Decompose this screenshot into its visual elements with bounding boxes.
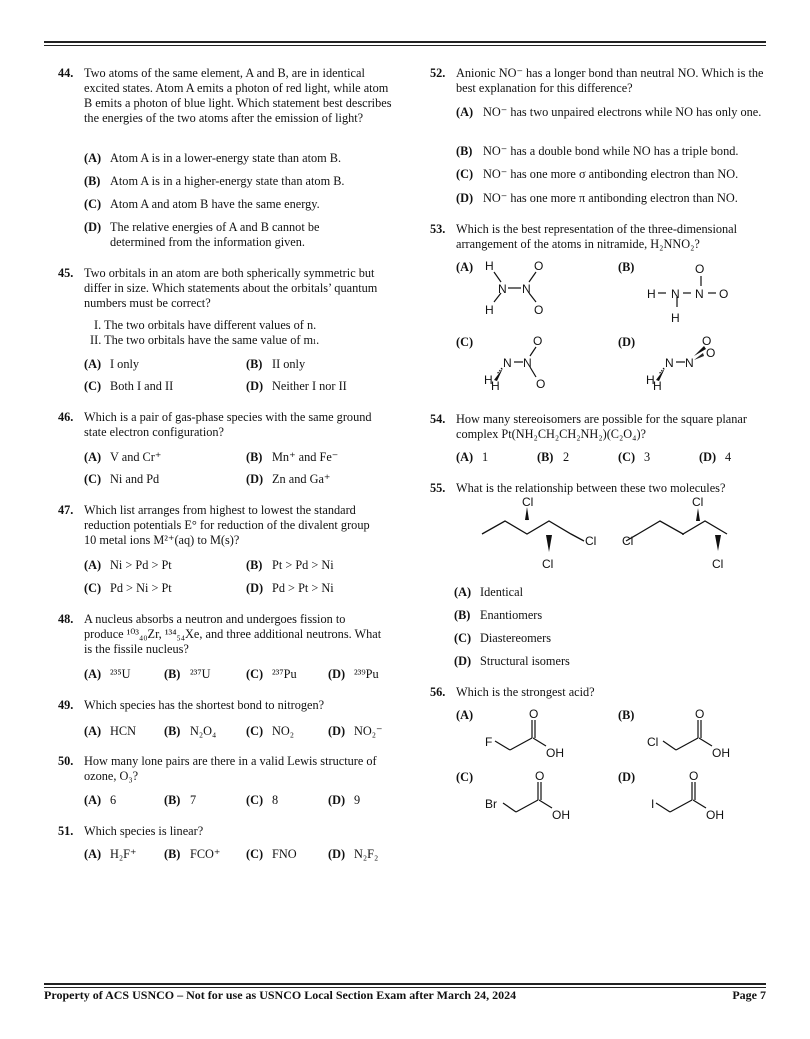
atom-h: H [491, 379, 500, 393]
chlorine-label: Cl [542, 557, 554, 571]
option-49d[interactable]: (D) NO₂⁻ [328, 724, 383, 738]
option-50c[interactable]: (C) 8 [246, 793, 279, 807]
option-56d-label[interactable]: (D) [618, 770, 636, 784]
option-46d[interactable]: (D) Zn and Ga⁺ [246, 472, 331, 486]
atom-o: O [706, 346, 716, 360]
question-number: 55. [430, 481, 446, 495]
option-51c[interactable]: (C) FNO [246, 847, 297, 861]
atom-o: O [533, 334, 543, 348]
question-text: Which is the best representation of the three-dimensional arrangement of the atoms in nitramide, H₂NNO₂? [456, 222, 738, 251]
chlorine-label: Cl [712, 557, 724, 571]
option-46c[interactable]: (C) Ni and Pd [84, 472, 160, 486]
option-44b[interactable]: (B) Atom A is in a higher-energy state than atom B. [84, 174, 345, 188]
atom-n: N [498, 282, 507, 296]
option-53c-label[interactable]: (C) [456, 335, 474, 349]
option-50d[interactable]: (D) 9 [328, 793, 361, 807]
bottom-rule [44, 983, 766, 985]
option-52c[interactable]: (C) NO⁻ has one more σ antibonding electron than NO. [456, 167, 739, 181]
question-number: 56. [430, 685, 446, 699]
structure-53d[interactable] [632, 332, 742, 394]
question-text: Which is the strongest acid? [456, 685, 595, 699]
question-number: 50. [58, 754, 74, 768]
question-number: 46. [58, 410, 74, 424]
option-47d[interactable]: (D) Pd > Pt > Ni [246, 581, 334, 595]
option-48c[interactable]: (C) ²³⁷Pu [246, 667, 297, 681]
oxygen-label: O [695, 707, 705, 721]
option-44c[interactable]: (C) Atom A and atom B have the same energy. [84, 197, 320, 211]
option-53a-label[interactable]: (A) [456, 260, 474, 274]
option-55c[interactable]: (C) Diastereomers [454, 631, 552, 645]
hydroxyl-label: OH [712, 746, 730, 760]
option-52a[interactable]: (A) NO⁻ has two unpaired electrons while NO has only one. [456, 105, 762, 119]
option-46b[interactable]: (B) Mn⁺ and Fe⁻ [246, 450, 339, 464]
option-50b[interactable]: (B) 7 [164, 793, 197, 807]
top-rule [44, 41, 766, 43]
question-text: Which species is linear? [84, 824, 204, 838]
statement-2: II. The two orbitals have the same value of mₗ. [90, 333, 320, 347]
option-45c[interactable]: (C) Both I and II [84, 379, 174, 393]
atom-n: N [503, 356, 512, 370]
option-44d[interactable]: (D) The relative energies of A and B cannot be determined from the information given. [84, 220, 320, 249]
option-49a[interactable]: (A) HCN [84, 724, 136, 738]
footer [44, 988, 766, 1003]
structure-56b[interactable] [642, 706, 742, 762]
atom-n: N [522, 282, 531, 296]
option-56b-label[interactable]: (B) [618, 708, 635, 722]
structure-53a[interactable] [470, 256, 580, 320]
question-text: How many lone pairs are there in a valid Lewis structure of ozone, O₃? [84, 754, 377, 783]
option-47c[interactable]: (C) Pd > Ni > Pt [84, 581, 172, 595]
atom-h: H [485, 259, 494, 273]
atom-h: H [485, 303, 494, 317]
atom-n: N [523, 356, 532, 370]
structure-56a[interactable] [480, 706, 580, 762]
option-56a-label[interactable]: (A) [456, 708, 474, 722]
option-51a[interactable]: (A) H₂F⁺ [84, 847, 137, 861]
structure-53c[interactable] [470, 332, 580, 394]
chlorine-label: Cl [585, 534, 597, 548]
question-number: 54. [430, 412, 446, 426]
structure-56d[interactable] [648, 768, 748, 824]
atom-o: O [536, 377, 546, 391]
option-54b[interactable]: (B) 2 [537, 450, 570, 464]
atom-h: H [671, 311, 680, 325]
page-number: Page 7 [732, 988, 766, 1002]
option-47b[interactable]: (B) Pt > Pd > Ni [246, 558, 334, 572]
question-text: Which species has the shortest bond to nitrogen? [84, 698, 325, 712]
option-54d[interactable]: (D) 4 [699, 450, 732, 464]
option-45b[interactable]: (B) II only [246, 357, 306, 371]
q55-molecules [478, 494, 768, 578]
option-48b[interactable]: (B) ²³⁷U [164, 667, 211, 681]
option-56c-label[interactable]: (C) [456, 770, 474, 784]
atom-n: N [665, 356, 674, 370]
hydroxyl-label: OH [706, 808, 724, 822]
question-text: A nucleus absorbs a neutron and undergoes fission to produce ¹⁰³₄₀Zr, ¹³⁴₅₄Xe, and three additional neutrons. What is the fissile nucleus? [84, 612, 382, 656]
question-number: 49. [58, 698, 74, 712]
option-55a[interactable]: (A) Identical [454, 585, 524, 599]
question-text: Which is a pair of gas-phase species with the same ground state electron configuration? [84, 410, 372, 439]
top-rule-thin [44, 45, 766, 46]
option-45a[interactable]: (A) I only [84, 357, 140, 371]
question-number: 48. [58, 612, 74, 626]
question-number: 53. [430, 222, 446, 236]
question-text: Two atoms of the same element, A and B, are in identical excited states. Atom A emits a photon of red light, while atom B emits a photon of blue light. Which statement best describes the energies of the two atoms after the emission of light? [84, 66, 392, 125]
option-45d[interactable]: (D) Neither I nor II [246, 379, 347, 393]
option-51d[interactable]: (D) N₂F₂ [328, 847, 379, 861]
question-number: 47. [58, 503, 74, 517]
option-49b[interactable]: (B) N₂O₄ [164, 724, 217, 738]
option-48d[interactable]: (D) ²³⁹Pu [328, 667, 379, 681]
chlorine-label: Cl [522, 495, 534, 509]
atom-n: N [685, 356, 694, 370]
option-48a[interactable]: (A) ²³⁵U [84, 667, 131, 681]
option-50a[interactable]: (A) 6 [84, 793, 117, 807]
chlorine-label: Cl [692, 495, 704, 509]
atom-h: H [646, 373, 655, 387]
halogen-label: F [485, 735, 493, 749]
question-text: Two orbitals in an atom are both spherically symmetric but differ in size. Which statements about the orbitals’ quantum numbers must be correct? [84, 266, 378, 310]
halogen-label: I [651, 797, 655, 811]
atom-o: O [702, 334, 712, 348]
option-53d-label[interactable]: (D) [618, 335, 636, 349]
atom-o: O [534, 303, 544, 317]
option-51b[interactable]: (B) FCO⁺ [164, 847, 221, 861]
atom-o: O [719, 287, 729, 301]
statement-1: I. The two orbitals have different values of n. [94, 318, 317, 332]
hydroxyl-label: OH [546, 746, 564, 760]
question-number: 45. [58, 266, 74, 280]
option-55b[interactable]: (B) Enantiomers [454, 608, 543, 622]
chlorine-label: Cl [622, 534, 634, 548]
question-text: Which list arranges from highest to lowest the standard reduction potentials E° for reduction of the divalent group 10 metal ions M²⁺(aq) to M(s)? [84, 503, 370, 547]
footer-text: Property of ACS USNCO – Not for use as USNCO Local Section Exam after March 24, 2024 [44, 988, 517, 1002]
question-number: 51. [58, 824, 74, 838]
halogen-label: Br [485, 797, 497, 811]
atom-h: H [484, 373, 493, 387]
atom-n: N [671, 287, 680, 301]
option-52b[interactable]: (B) NO⁻ has a double bond while NO has a triple bond. [456, 144, 739, 158]
atom-h: H [653, 379, 662, 393]
question-number: 44. [58, 66, 74, 80]
question-number: 52. [430, 66, 446, 80]
oxygen-label: O [535, 769, 545, 783]
halogen-label: Cl [647, 735, 659, 749]
option-46a[interactable]: (A) V and Cr⁺ [84, 450, 162, 464]
question-text: What is the relationship between these two molecules? [456, 481, 726, 495]
atom-n: N [695, 287, 704, 301]
structure-56c[interactable] [482, 768, 582, 824]
atom-h: H [647, 287, 656, 301]
option-55d[interactable]: (D) Structural isomers [454, 654, 570, 668]
option-49c[interactable]: (C) NO₂ [246, 724, 295, 738]
hydroxyl-label: OH [552, 808, 570, 822]
option-53b-label[interactable]: (B) [618, 260, 635, 274]
structure-53b[interactable] [640, 256, 750, 326]
atom-o: O [695, 262, 705, 276]
question-text: Anionic NO⁻ has a longer bond than neutral NO. Which is the best explanation for this difference? [456, 66, 764, 95]
option-52d[interactable]: (D) NO⁻ has one more π antibonding electron than NO. [456, 191, 738, 205]
option-47a[interactable]: (A) Ni > Pd > Pt [84, 558, 172, 572]
option-54a[interactable]: (A) 1 [456, 450, 489, 464]
question-text: How many stereoisomers are possible for the square planar complex Pt(NH₂CH₂CH₂NH₂)(C₂O₄)? [456, 412, 747, 441]
option-54c[interactable]: (C) 3 [618, 450, 651, 464]
atom-o: O [534, 259, 544, 273]
oxygen-label: O [529, 707, 539, 721]
oxygen-label: O [689, 769, 699, 783]
option-44a[interactable]: (A) Atom A is in a lower-energy state than atom B. [84, 151, 342, 165]
